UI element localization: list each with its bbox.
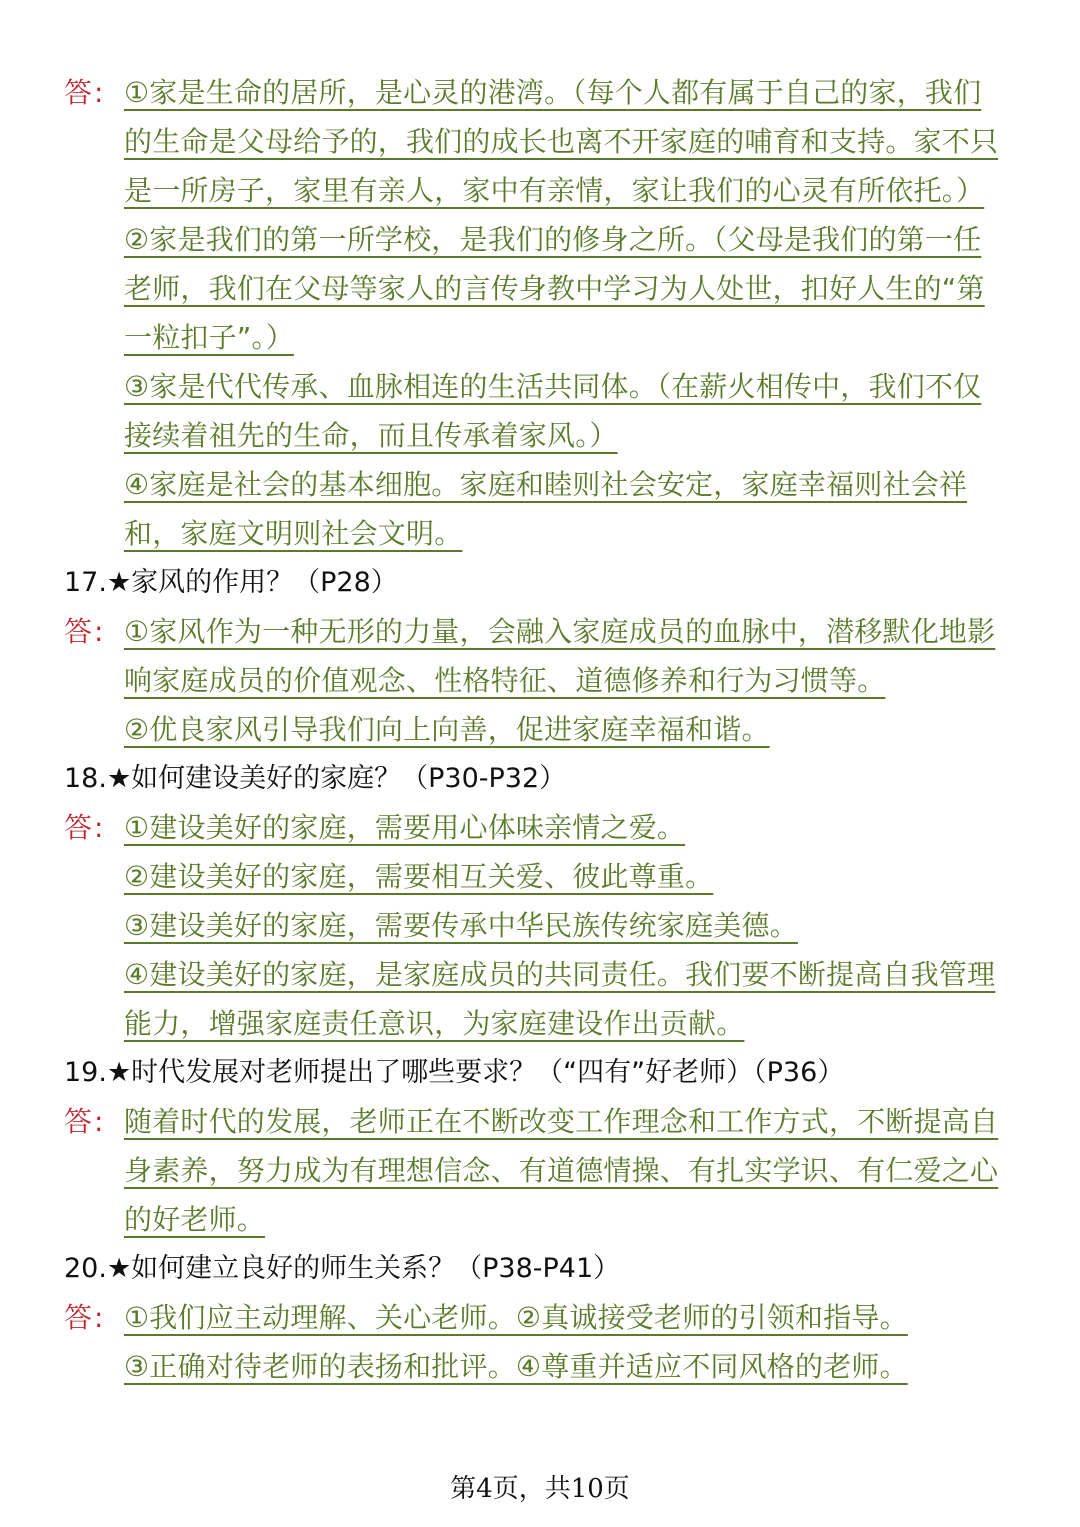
answer-paragraph: ②建设美好的家庭，需要相互关爱、彼此尊重。 <box>124 860 714 893</box>
answer-paragraph: ③建设美好的家庭，需要传承中华民族传统家庭美德。 <box>124 909 798 942</box>
answer-block-19 <box>64 1097 1004 1244</box>
answer-body <box>124 1097 999 1244</box>
answer-paragraph: ④家庭是社会的基本细胞。家庭和睦则社会安定，家庭幸福则社会祥和，家庭文明则社会文明。 <box>124 468 968 550</box>
qa-content <box>64 68 1004 1391</box>
answer-paragraph: 随着时代的发展，老师正在不断改变工作理念和工作方式，不断提高自身素养，努力成为有理想信念、有道德情操、有扎实学识、有仁爱之心的好老师。 <box>124 1105 999 1236</box>
answer-paragraph: ③家是代代传承、血脉相连的生活共同体。（在薪火相传中，我们不仅接续着祖先的生命，而且传承着家风。） <box>124 370 982 452</box>
answer-label: 答: <box>64 76 106 109</box>
answer-body <box>124 68 999 558</box>
answer-label: 答: <box>64 811 106 844</box>
answer-body <box>124 1293 999 1391</box>
answer-paragraph: ①家风作为一种无形的力量，会融入家庭成员的血脉中，潜移默化地影响家庭成员的价值观念、性格特征、道德修养和行为习惯等。 <box>124 615 996 697</box>
answer-block-17 <box>64 607 1004 754</box>
answer-paragraph: ①家是生命的居所，是心灵的港湾。（每个人都有属于自己的家，我们的生命是父母给予的，我们的成长也离不开家庭的哺育和支持。家不只是一所房子，家里有亲人，家中有亲情，家让我们的心灵有所依托。） <box>124 76 999 207</box>
answer-label: 答: <box>64 1301 106 1334</box>
question-18: 18.★如何建设美好的家庭？（P30-P32） <box>64 763 567 794</box>
answer-block-16 <box>64 68 1004 558</box>
answer-paragraph: ①我们应主动理解、关心老师。②真诚接受老师的引领和指导。 <box>124 1301 908 1334</box>
answer-label: 答: <box>64 615 106 648</box>
page-footer: 第4页，共10页 <box>450 1474 630 1504</box>
answer-paragraph: ③正确对待老师的表扬和批评。④尊重并适应不同风格的老师。 <box>124 1350 908 1383</box>
answer-paragraph: ④建设美好的家庭，是家庭成员的共同责任。我们要不断提高自我管理能力，增强家庭责任意识，为家庭建设作出贡献。 <box>124 958 996 1040</box>
answer-body <box>124 607 999 754</box>
answer-paragraph: ①建设美好的家庭，需要用心体味亲情之爱。 <box>124 811 686 844</box>
question-19: 19.★时代发展对老师提出了哪些要求？（“四有”好老师）（P36） <box>64 1057 845 1088</box>
answer-paragraph: ②家是我们的第一所学校，是我们的修身之所。（父母是我们的第一任老师，我们在父母等家人的言传身教中学习为人处世，扣好人生的“第一粒扣子”。） <box>124 223 985 354</box>
answer-block-20 <box>64 1293 1004 1391</box>
answer-label: 答: <box>64 1105 106 1138</box>
answer-body <box>124 803 999 1048</box>
answer-block-18 <box>64 803 1004 1048</box>
question-17: 17.★家风的作用？（P28） <box>64 567 398 598</box>
question-20: 20.★如何建立良好的师生关系？（P38-P41） <box>64 1253 621 1284</box>
answer-paragraph: ②优良家风引导我们向上向善，促进家庭幸福和谐。 <box>124 713 770 746</box>
